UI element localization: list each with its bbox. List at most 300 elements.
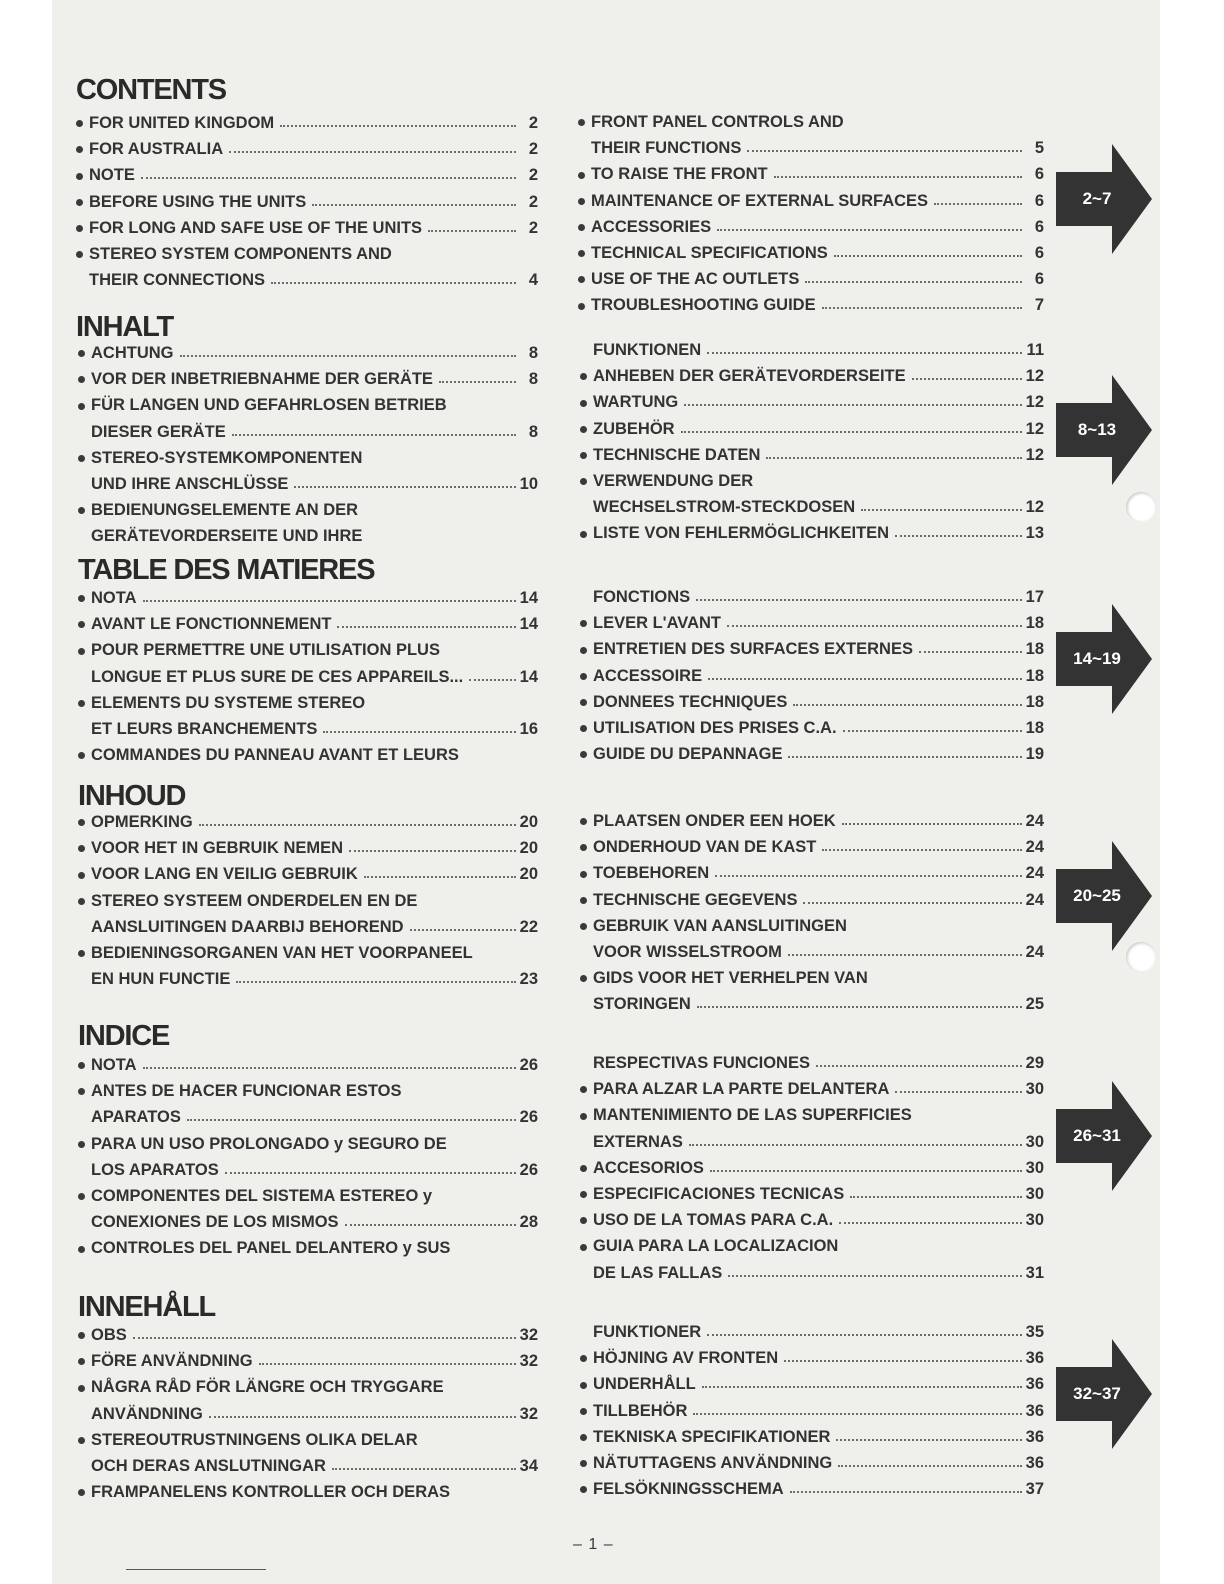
dot-leader: [141, 177, 516, 179]
bullet-icon: [580, 1207, 593, 1233]
entry-page: 24: [1025, 943, 1044, 961]
bullet-icon: [578, 214, 591, 240]
toc-entry: [78, 585, 538, 611]
section-heading: INHALT: [76, 311, 173, 343]
page-range-label: 8~13: [1077, 420, 1117, 439]
dot-leader: [784, 1360, 1021, 1362]
toc-entry: [580, 442, 1044, 468]
toc-entry: [76, 110, 538, 136]
dot-leader: [895, 535, 1022, 537]
entry-page: 30: [1025, 1132, 1044, 1151]
entry-title: VOOR HET IN GEBRUIK NEMEN: [91, 839, 344, 858]
bullet-icon: [78, 888, 91, 914]
dot-leader: [708, 678, 1022, 680]
entry-title: THEIR FUNCTIONS: [591, 139, 742, 158]
dot-leader: [839, 1222, 1021, 1224]
entry-page: 12: [1025, 445, 1044, 464]
dot-leader: [133, 1337, 516, 1339]
entry-title: VOOR WISSELSTROOM: [593, 943, 782, 961]
entry-title: USO DE LA TOMAS PARA C.A.: [593, 1211, 834, 1230]
bullet-icon: [78, 1052, 91, 1078]
entry-page: 20: [519, 839, 538, 858]
bullet-icon: [580, 520, 593, 546]
dot-leader: [323, 731, 515, 733]
dot-leader: [428, 230, 516, 232]
toc-entry-continuation: [580, 939, 1044, 965]
toc-entry: [580, 520, 1044, 546]
toc-entry: [578, 188, 1044, 214]
dot-leader: [187, 1119, 516, 1121]
entry-title: FÜR LANGEN UND GEFAHRLOSEN BETRIEB: [91, 396, 447, 415]
entry-page: 31: [1025, 1263, 1044, 1282]
entry-page: 26: [519, 1056, 538, 1074]
toc-entry: [580, 1424, 1044, 1450]
dot-leader: [229, 151, 516, 153]
dot-leader: [774, 176, 1022, 178]
entry-page: 4: [528, 271, 538, 290]
bullet-icon: [76, 110, 89, 136]
entry-title: LISTE VON FEHLERMÖGLICHKEITEN: [593, 524, 890, 543]
toc-entry: [580, 965, 1044, 991]
bullet-icon: [78, 1183, 91, 1209]
dot-leader: [689, 1144, 1022, 1146]
dot-leader: [707, 1334, 1021, 1336]
entry-title: TEKNISKA SPECIFIKATIONER: [593, 1427, 831, 1446]
dot-leader: [143, 600, 516, 602]
entry-title: COMPONENTES DEL SISTEMA ESTEREO y: [91, 1187, 433, 1205]
entry-page: 10: [519, 475, 538, 493]
toc-entry: [578, 109, 1044, 135]
page-range-label: 32~37: [1073, 1384, 1121, 1403]
bullet-icon: [78, 1235, 91, 1261]
entry-title: UNDERHÅLL: [593, 1375, 696, 1394]
dot-leader: [822, 849, 1021, 851]
dot-leader: [816, 1065, 1022, 1067]
entry-title: LEVER L'AVANT: [593, 614, 721, 633]
entry-page: 14: [519, 589, 538, 607]
bullet-icon: [78, 940, 91, 966]
dot-leader: [805, 281, 1022, 283]
toc-entry: [580, 1398, 1044, 1424]
dot-leader: [919, 651, 1022, 653]
entry-title: ELEMENTS DU SYSTEME STEREO: [91, 693, 366, 712]
bullet-icon: [580, 741, 593, 767]
bullet-icon: [580, 442, 593, 468]
entry-page: 12: [1025, 393, 1044, 412]
entry-title: TECHNICAL SPECIFICATIONS: [591, 244, 828, 262]
entry-title: STORINGEN: [593, 995, 691, 1014]
entry-title: TILLBEHÖR: [593, 1401, 688, 1420]
bullet-icon: [580, 1371, 593, 1397]
dot-leader: [838, 1465, 1021, 1467]
bullet-icon: [78, 1427, 91, 1453]
page-range-label: 2~7: [1082, 189, 1112, 208]
bullet-icon: [578, 240, 591, 266]
entry-title: POUR PERMETTRE UNE UTILISATION PLUS: [91, 641, 440, 660]
page-range-arrow-tab: [1056, 1339, 1154, 1449]
page-range-arrow-tab: [1056, 604, 1154, 714]
toc-entry: [580, 1233, 1044, 1259]
toc-entry: [76, 241, 538, 267]
bullet-icon: [78, 1322, 91, 1348]
toc-entry: [580, 715, 1044, 741]
toc-entry-continuation: [78, 664, 538, 690]
entry-title: UTILISATION DES PRISES C.A.: [593, 719, 837, 737]
entry-title: EN HUN FUNCTIE: [91, 970, 231, 989]
entry-title: MAINTENANCE OF EXTERNAL SURFACES: [591, 191, 929, 210]
dot-leader: [727, 625, 1022, 627]
entry-title: VOR DER INBETRIEBNAHME DER GERÄTE: [91, 370, 433, 389]
toc-entry: [78, 1052, 538, 1078]
entry-page: 17: [1025, 588, 1044, 606]
entry-page: 32: [519, 1404, 538, 1423]
entry-page: 25: [1025, 995, 1044, 1014]
toc-entry: [78, 340, 538, 366]
entry-page: 2: [528, 192, 538, 211]
entry-title: NÅGRA RÅD FÖR LÄNGRE OCH TRYGGARE: [91, 1378, 444, 1397]
entry-page: 5: [1034, 139, 1044, 158]
entry-title: COMMANDES DU PANNEAU AVANT ET LEURS: [91, 746, 459, 765]
entry-title: MANTENIMIENTO DE LAS SUPERFICIES: [593, 1106, 912, 1125]
entry-title: STEREO SYSTEM COMPONENTS AND: [89, 245, 392, 263]
entry-title: PLAATSEN ONDER EEN HOEK: [593, 812, 836, 830]
toc-entry: [78, 497, 538, 523]
entry-page: 18: [1025, 719, 1044, 737]
toc-entry-continuation: [580, 991, 1044, 1017]
entry-title: DIESER GERÄTE: [91, 422, 226, 441]
dot-leader: [834, 255, 1022, 257]
toc-entry: [78, 1479, 538, 1505]
bullet-icon: [78, 585, 91, 611]
toc-entry: [580, 389, 1044, 415]
entry-title: NOTA: [91, 589, 137, 607]
toc-entry: [78, 1235, 538, 1261]
bullet-icon: [580, 965, 593, 991]
entry-title: UND IHRE ANSCHLÜSSE: [91, 475, 289, 493]
bullet-icon: [580, 468, 593, 494]
entry-page: 8: [528, 370, 538, 389]
dot-leader: [895, 1091, 1021, 1093]
entry-title: LOS APARATOS: [91, 1160, 219, 1179]
entry-title: PARA UN USO PROLONGADO y SEGURO DE: [91, 1134, 447, 1153]
page-range-arrow-tab: [1056, 144, 1154, 254]
dot-leader: [439, 381, 516, 383]
entry-title: ET LEURS BRANCHEMENTS: [91, 720, 318, 738]
dot-leader: [232, 434, 516, 436]
dot-leader: [209, 1416, 516, 1418]
entry-title: ACCESSOIRE: [593, 666, 703, 685]
entry-page: 20: [519, 813, 538, 831]
toc-entry: [78, 1348, 538, 1374]
toc-entry: [78, 690, 538, 716]
entry-page: 26: [519, 1160, 538, 1179]
dot-leader: [364, 876, 516, 878]
bullet-icon: [580, 663, 593, 689]
dot-leader: [702, 1386, 1022, 1388]
entry-title: TOEBEHOREN: [593, 864, 710, 883]
bullet-icon: [580, 416, 593, 442]
toc-entry: [580, 610, 1044, 636]
toc-entry: [78, 1131, 538, 1157]
entry-page: 34: [519, 1457, 538, 1475]
dot-leader: [236, 981, 515, 983]
bullet-icon: [580, 834, 593, 860]
bullet-icon: [78, 497, 91, 523]
toc-entry: [78, 888, 538, 914]
entry-page: 6: [1034, 270, 1044, 289]
entry-title: STEREOUTRUSTNINGENS OLIKA DELAR: [91, 1430, 418, 1449]
toc-entry-continuation: [78, 1157, 538, 1183]
toc-entry: [76, 189, 538, 215]
entry-title: ACHTUNG: [91, 344, 174, 362]
toc-entry: [580, 1155, 1044, 1181]
toc-entry-continuation: [78, 523, 538, 549]
toc-entry: [578, 214, 1044, 240]
toc-entry: [78, 1374, 538, 1400]
bullet-icon: [78, 392, 91, 418]
bullet-icon: [78, 340, 91, 366]
section-heading: CONTENTS: [76, 74, 226, 106]
entry-title: VERWENDUNG DER: [593, 472, 754, 490]
entry-title: GIDS VOOR HET VERHELPEN VAN: [593, 969, 868, 988]
bullet-icon: [578, 109, 591, 135]
section-heading: INHOUD: [78, 780, 186, 812]
entry-title: STEREO-SYSTEMKOMPONENTEN: [91, 448, 363, 467]
entry-title: BEFORE USING THE UNITS: [89, 192, 307, 211]
entry-title: NÄTUTTAGENS ANVÄNDNING: [593, 1454, 833, 1472]
entry-title: RESPECTIVAS FUNCIONES: [593, 1054, 810, 1072]
bullet-icon: [78, 835, 91, 861]
toc-entry: [580, 808, 1044, 834]
entry-page: 19: [1025, 745, 1044, 764]
binder-hole: [1126, 942, 1156, 972]
bullet-icon: [580, 913, 593, 939]
bullet-icon: [78, 861, 91, 887]
toc-entry: [78, 1078, 538, 1104]
bullet-icon: [78, 445, 91, 471]
toc-entry: [580, 1371, 1044, 1397]
toc-entry: [580, 1076, 1044, 1102]
bullet-icon: [580, 1102, 593, 1128]
toc-entry: [580, 1207, 1044, 1233]
dot-leader: [790, 1491, 1022, 1493]
dot-leader: [697, 1006, 1022, 1008]
dot-leader: [836, 1439, 1021, 1441]
entry-page: 18: [1025, 666, 1044, 685]
toc-entry-continuation: [580, 584, 1044, 610]
entry-title: CONEXIONES DE LOS MISMOS: [91, 1213, 339, 1232]
bullet-icon: [580, 1476, 593, 1502]
toc-entry: [580, 1102, 1044, 1128]
entry-title: FELSÖKNINGSSCHEMA: [593, 1480, 784, 1499]
toc-entry-continuation: [78, 716, 538, 742]
entry-title: BEDIENUNGSELEMENTE AN DER: [91, 501, 359, 520]
dot-leader: [707, 352, 1022, 354]
bullet-icon: [580, 1155, 593, 1181]
entry-title: FOR AUSTRALIA: [89, 140, 224, 159]
entry-title: AANSLUITINGEN DAARBIJ BEHOREND: [91, 917, 404, 936]
entry-title: TECHNISCHE DATEN: [593, 445, 761, 464]
toc-entry: [580, 363, 1044, 389]
entry-page: 6: [1034, 217, 1044, 236]
entry-page: 24: [1025, 864, 1044, 883]
dot-leader: [843, 730, 1022, 732]
entry-page: 37: [1025, 1480, 1044, 1499]
entry-page: 12: [1025, 498, 1044, 517]
page-number: – 1 –: [573, 1536, 614, 1553]
bullet-icon: [580, 610, 593, 636]
entry-page: 16: [519, 720, 538, 738]
entry-title: FOR UNITED KINGDOM: [89, 114, 275, 132]
entry-title: ONDERHOUD VAN DE KAST: [593, 838, 817, 857]
bullet-icon: [578, 292, 591, 318]
entry-title: GUIDE DU DEPANNAGE: [593, 745, 783, 764]
toc-entry: [580, 663, 1044, 689]
toc-entry: [580, 636, 1044, 662]
toc-entry: [76, 215, 538, 241]
entry-page: 22: [519, 917, 538, 936]
dot-leader: [715, 875, 1022, 877]
entry-title: TECHNISCHE GEGEVENS: [593, 890, 798, 909]
toc-entry: [578, 240, 1044, 266]
entry-title: ANVÄNDNING: [91, 1404, 203, 1423]
entry-page: 12: [1025, 419, 1044, 438]
entry-title: DE LAS FALLAS: [593, 1263, 723, 1282]
toc-entry: [78, 637, 538, 663]
toc-entry-continuation: [580, 1260, 1044, 1286]
toc-entry: [78, 611, 538, 637]
toc-entry: [580, 834, 1044, 860]
dot-leader: [861, 509, 1021, 511]
entry-title: FOR LONG AND SAFE USE OF THE UNITS: [89, 218, 423, 237]
page-range-label: 26~31: [1073, 1126, 1121, 1145]
dot-leader: [747, 150, 1022, 152]
entry-page: 32: [519, 1352, 538, 1371]
entry-title: WARTUNG: [593, 393, 679, 412]
entry-title: VOOR LANG EN VEILIG GEBRUIK: [91, 865, 358, 884]
bullet-icon: [580, 389, 593, 415]
toc-entry: [578, 161, 1044, 187]
toc-entry: [580, 468, 1044, 494]
bullet-icon: [580, 1398, 593, 1424]
entry-page: 30: [1025, 1158, 1044, 1177]
entry-title: PARA ALZAR LA PARTE DELANTERA: [593, 1080, 890, 1099]
entry-page: 8: [528, 344, 538, 362]
entry-title: TROUBLESHOOTING GUIDE: [591, 296, 816, 315]
entry-page: 30: [1025, 1185, 1044, 1203]
toc-entry: [78, 809, 538, 835]
entry-page: 8: [528, 422, 538, 441]
dot-leader: [271, 282, 516, 284]
entry-page: 29: [1025, 1054, 1044, 1072]
entry-title: OBS: [91, 1326, 127, 1344]
toc-entry: [580, 860, 1044, 886]
toc-entry: [78, 1183, 538, 1209]
bullet-icon: [580, 1450, 593, 1476]
bullet-icon: [76, 136, 89, 162]
bullet-icon: [78, 637, 91, 663]
entry-page: 2: [528, 114, 538, 132]
toc-entry: [78, 940, 538, 966]
entry-page: 7: [1034, 296, 1044, 315]
toc-entry: [76, 162, 538, 188]
entry-title: WECHSELSTROM-STECKDOSEN: [593, 498, 856, 517]
bullet-icon: [578, 161, 591, 187]
entry-title: HÖJNING AV FRONTEN: [593, 1349, 779, 1368]
toc-entry: [78, 835, 538, 861]
entry-title: FRAMPANELENS KONTROLLER OCH DERAS: [91, 1483, 451, 1502]
bullet-icon: [578, 188, 591, 214]
toc-entry-continuation: [580, 337, 1044, 363]
entry-page: 24: [1025, 890, 1044, 909]
bullet-icon: [580, 860, 593, 886]
entry-page: 2: [528, 218, 538, 237]
toc-entry: [78, 445, 538, 471]
dot-leader: [717, 229, 1022, 231]
entry-page: 36: [1025, 1427, 1044, 1446]
section-heading: INNEHÅLL: [78, 1291, 216, 1323]
toc-entry: [580, 913, 1044, 939]
toc-entry: [580, 741, 1044, 767]
bullet-icon: [78, 366, 91, 392]
toc-entry-continuation: [78, 1401, 538, 1427]
entry-title: STEREO SYSTEEM ONDERDELEN EN DE: [91, 891, 418, 910]
entry-title: GERÄTEVORDERSEITE UND IHRE: [91, 527, 363, 546]
toc-entry-continuation: [76, 267, 538, 293]
entry-page: 13: [1025, 524, 1044, 543]
bullet-icon: [78, 809, 91, 835]
entry-page: 6: [1034, 165, 1044, 184]
entry-page: 30: [1025, 1211, 1044, 1230]
toc-entry: [78, 366, 538, 392]
bullet-icon: [580, 363, 593, 389]
dot-leader: [143, 1067, 516, 1069]
entry-page: 18: [1025, 692, 1044, 711]
entry-page: 24: [1025, 838, 1044, 857]
entry-title: ZUBEHÖR: [593, 419, 675, 438]
dot-leader: [337, 626, 515, 628]
entry-title: THEIR CONNECTIONS: [89, 271, 266, 290]
footer-rule: [126, 1569, 266, 1570]
bullet-icon: [78, 1374, 91, 1400]
entry-page: 14: [519, 667, 538, 686]
entry-page: 2: [528, 166, 538, 185]
entry-page: 36: [1025, 1349, 1044, 1368]
bullet-icon: [580, 689, 593, 715]
entry-title: USE OF THE AC OUTLETS: [591, 270, 800, 289]
entry-page: 35: [1025, 1323, 1044, 1341]
bullet-icon: [580, 1233, 593, 1259]
bullet-icon: [580, 636, 593, 662]
bullet-icon: [78, 611, 91, 637]
entry-title: OPMERKING: [91, 813, 193, 831]
entry-title: FONCTIONS: [593, 588, 691, 606]
dot-leader: [312, 204, 516, 206]
entry-page: 36: [1025, 1375, 1044, 1394]
entry-page: 30: [1025, 1080, 1044, 1099]
bullet-icon: [78, 742, 91, 768]
toc-entry: [78, 392, 538, 418]
entry-title: TO RAISE THE FRONT: [591, 165, 768, 184]
toc-entry: [578, 292, 1044, 318]
dot-leader: [788, 954, 1022, 956]
entry-title: ESPECIFICACIONES TECNICAS: [593, 1185, 845, 1203]
toc-entry: [78, 742, 538, 768]
bullet-icon: [78, 1348, 91, 1374]
toc-entry: [580, 1345, 1044, 1371]
entry-title: ACCESSORIES: [591, 217, 712, 236]
entry-title: GEBRUIK VAN AANSLUITINGEN: [593, 916, 847, 935]
